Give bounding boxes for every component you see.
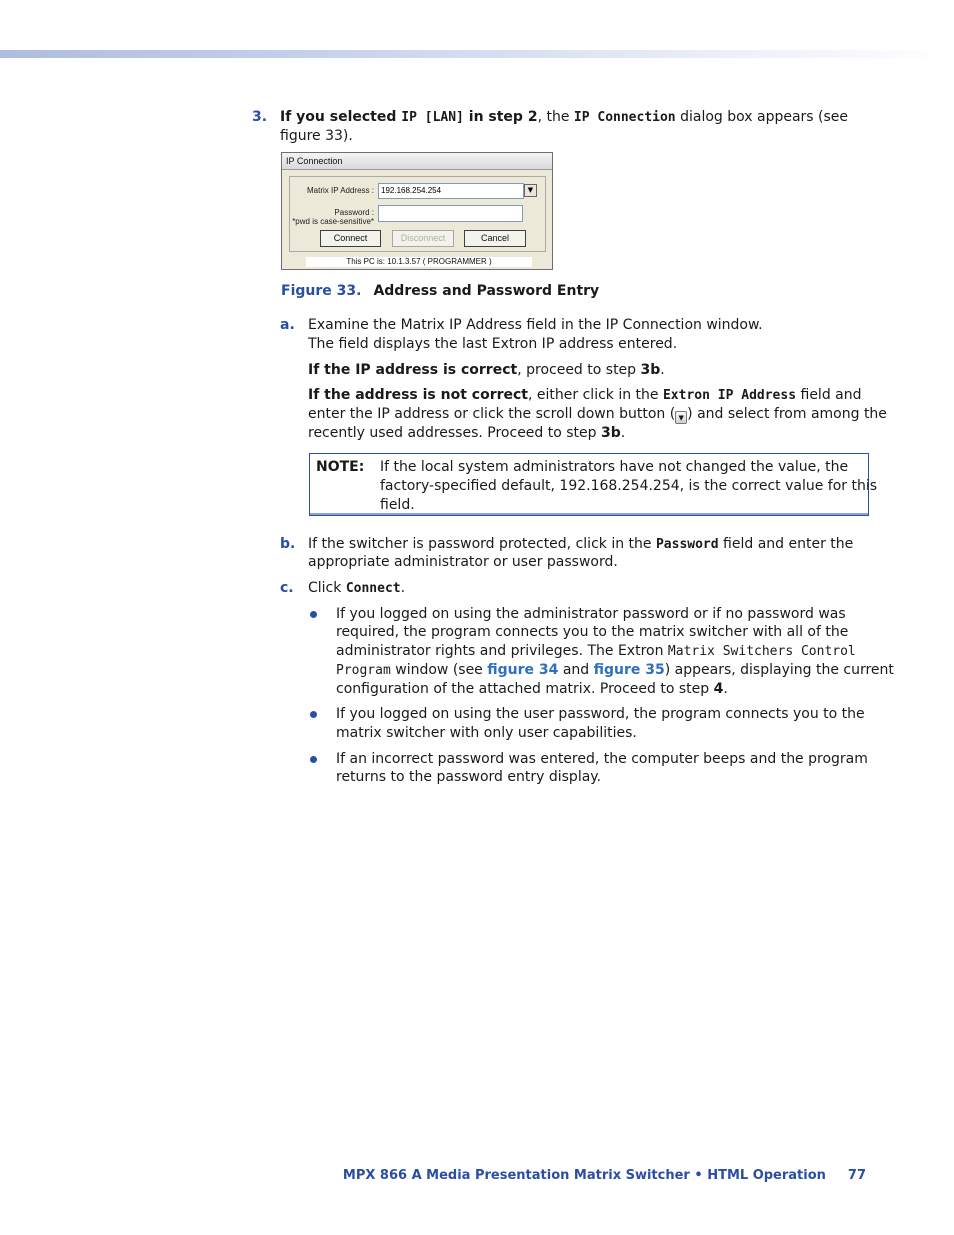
bullet-icon (310, 611, 317, 618)
connect-button[interactable]: Connect (320, 230, 381, 247)
page-number: 77 (847, 1168, 866, 1183)
step-3-marker: 3. (252, 109, 268, 125)
step-a-correct: If the IP address is correct, proceed to step 3b. (308, 362, 665, 378)
step-a-line1: Examine the Matrix IP Address field in the IP Connection window. (308, 317, 763, 333)
step-b-line1: If the switcher is password protected, click in the Password field and enter the (308, 536, 854, 552)
bullet-1-line2: required, the program connects you to the matrix switcher with all of the (336, 624, 849, 640)
figure-35-link[interactable]: figure 35 (593, 662, 665, 678)
password-hint: *pwd is case-sensitive* (292, 217, 374, 226)
step-c-text: Click Connect. (308, 580, 406, 596)
step-a-line4: enter the IP address or click the scroll down button ( ▼ ) and select from among the (308, 406, 887, 422)
bullet-1-line3: administrator rights and privileges. The Extron Matrix Switchers Control (336, 643, 856, 659)
scroll-down-icon: ▼ (675, 411, 687, 424)
step-b-marker: b. (280, 536, 296, 552)
ip-address-field[interactable]: 192.168.254.254 (378, 183, 524, 199)
step-3-text-line2: figure 33). (280, 128, 353, 144)
dialog-title-bar: IP Connection (282, 153, 552, 170)
figure-caption: Figure 33. Address and Password Entry (281, 283, 600, 299)
bullet-icon (310, 711, 317, 718)
status-bar: This PC is: 10.1.3.57 ( PROGRAMMER ) (306, 257, 532, 267)
cancel-button[interactable]: Cancel (464, 230, 526, 247)
step-a-line2: The field displays the last Extron IP address entered. (308, 336, 678, 352)
note-label: NOTE: (316, 459, 365, 475)
ip-address-label: Matrix IP Address : (307, 186, 374, 195)
note-line3: field. (380, 497, 415, 513)
ip-connection-dialog (281, 152, 553, 270)
bullet-2-line2: matrix switcher with only user capabilities. (336, 725, 637, 741)
step-a-line5: recently used addresses. Proceed to step 3b. (308, 425, 626, 441)
bullet-1-line4: Program window (see figure 34 and figure 35) appears, displaying the current (336, 662, 894, 678)
bullet-3-line1: If an incorrect password was entered, the computer beeps and the program (336, 751, 868, 767)
header-bar (0, 50, 954, 58)
step-3-text: If you selected IP [LAN] in step 2, the IP Connection dialog box appears (see (280, 109, 849, 125)
bullet-2-line1: If you logged on using the user password, the program connects you to the (336, 706, 865, 722)
footer-title: MPX 866 A Media Presentation Matrix Switcher • HTML Operation (342, 1168, 826, 1183)
bullet-icon (310, 756, 317, 763)
bullet-3-line2: returns to the password entry display. (336, 769, 602, 785)
figure-34-link[interactable]: figure 34 (487, 662, 559, 678)
password-field[interactable] (378, 205, 523, 222)
password-label: Password : (334, 208, 374, 217)
chevron-down-icon[interactable]: ▼ (524, 184, 537, 197)
step-b-line2: appropriate administrator or user password. (308, 554, 618, 570)
bullet-1-line5: configuration of the attached matrix. Proceed to step 4. (336, 681, 728, 697)
note-line2: factory-specified default, 192.168.254.254, is the correct value for this (380, 478, 878, 494)
step-a-marker: a. (280, 317, 295, 333)
note-box (309, 453, 878, 516)
step-a-incorrect: If the address is not correct, either click in the Extron IP Address field and (308, 387, 862, 403)
bullet-1-line1: If you logged on using the administrator password or if no password was (336, 606, 846, 622)
disconnect-button[interactable]: Disconnect (392, 230, 454, 247)
step-c-marker: c. (280, 580, 294, 596)
note-line1: If the local system administrators have not changed the value, the (380, 459, 849, 475)
page-footer (300, 1166, 866, 1185)
